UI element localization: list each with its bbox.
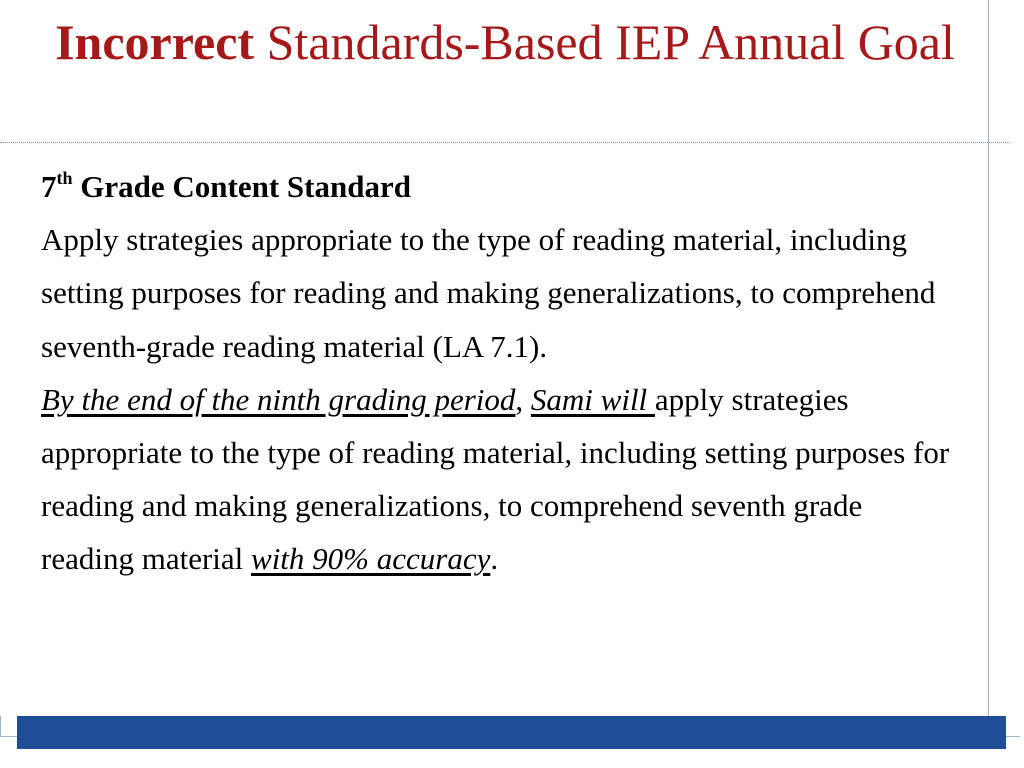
slide-body <box>41 160 961 586</box>
title-emphasis: Incorrect <box>55 14 255 70</box>
grade-number: 7 <box>41 169 57 204</box>
goal-statement <box>41 373 961 586</box>
slide-frame-left <box>0 716 1 736</box>
goal-learner: Sami will <box>530 381 655 417</box>
goal-comma: , <box>515 381 524 417</box>
goal-timeframe: By the end of the ninth grading period <box>41 381 516 417</box>
goal-criterion: with 90% accuracy <box>251 541 491 577</box>
slide-title <box>0 12 1010 72</box>
grade-suffix: th <box>56 168 73 188</box>
slide-frame-right <box>988 0 989 734</box>
goal-end-punct: . <box>490 541 499 577</box>
title-text: Standards-Based IEP Annual Goal <box>266 14 955 70</box>
footer-bar <box>17 716 1006 749</box>
standard-heading <box>41 160 961 213</box>
title-divider <box>0 142 1010 143</box>
standard-heading-text: Grade Content Standard <box>80 169 411 204</box>
standard-text: Apply strategies appropriate to the type of reading material, including setting purposes for reading and making generalizations, to comprehend seventh-grade reading material (LA 7.1). <box>41 222 936 364</box>
goal-behavior: apply strategies appropriate to the type of reading material, including setting purposes for reading and making generalizations, to comprehend seventh grade reading material <box>41 381 950 577</box>
